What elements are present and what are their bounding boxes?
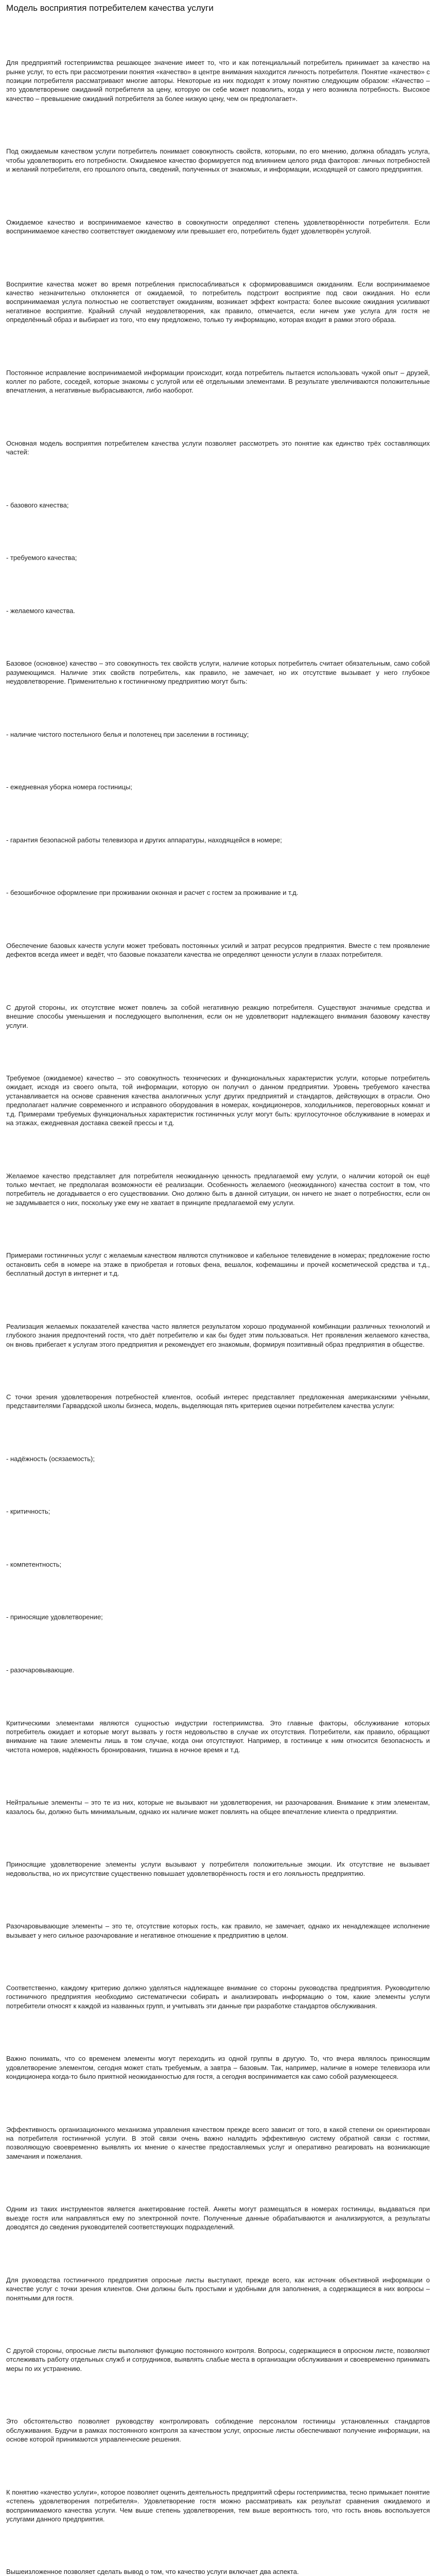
paragraph: С точки зрения удовлетворения потребностей клиентов, особый интерес представляет предложенная американскими учёными, представителями Гарвардской школы бизнеса, модель, выделяющая пять критериев оценки потребителем качества услуги: (6, 1393, 430, 1410)
list-item: - надёжность (осязаемость); (6, 1454, 95, 1463)
paragraph: Базовое (основное) качество – это совокупность тех свойств услуги, наличие которых потребитель считает обязательным, само собой разумеющимся. Наличие этих свойств потребитель, как правило, не замечает, но их отсутствие вызывает у него глубокое неудовлетворение. Применительно к гостиничному предприятию могут быть: (6, 659, 430, 686)
paragraph: Вышеизложенное позволяет сделать вывод о том, что качество услуги включает два аспекта. (6, 2568, 299, 2576)
paragraph: К понятию «качество услуги», которое позволяет оценить деятельность предприятий сферы гостеприимства, тесно примыкает понятие «степень удовлетворения потребителя». Удовлетворение гостя можно рассматривать как результат сравнения ожидаемого и воспринимаемого качества услуги. Чем выше степень удовлетворения, тем выше вероятность того, что гость вновь воспользуется услугами данного предприятия. (6, 2488, 430, 2523)
paragraph: Важно понимать, что со временем элементы могут переходить из одной группы в другую. То, что вчера являлось приносящим удовлетворение элементом, сегодня может стать требуемым, а завтра – базовым. Так, например, наличие в номере телевизора или кондиционера когда-то было приятной неожиданностью для гостя, а сегодня воспринимается как само собой разумеющееся. (6, 2055, 430, 2081)
paragraph: Для предприятий гостеприимства решающее значение имеет то, что и как потенциальный потребитель принимает за качество на рынке услуг, то есть при рассмотрении понятия «качество» в центре внимания находится личность потребителя. Понятие «качество» с позиции потребителя рассматривают многие авторы. Некоторые из них подходят к этому понятию следующим образом: «Качество – это удовлетворение ожиданий потребителя за цену, которую он себе может позволить, когда у него возникла потребность. Высокое качество – превышение ожиданий потребителя за более низкую цену, чем он предполагает». (6, 59, 430, 103)
list-item: - безошибочное оформление при проживании оконная и расчет с гостем за проживание и т.д. (6, 889, 299, 897)
paragraph: С другой стороны, их отсутствие может повлечь за собой негативную реакцию потребителя. Существуют значимые средства и внешние способы уменьшения и последующего выполнения, если он не удовлетворит надлежащего внимания базовому качеству услуги. (6, 1003, 430, 1029)
paragraph: Примерами гостиничных услуг с желаемым качеством являются спутниковое и кабельное телевидение в номерах; предложение гостю остановить себя в номере на этаже в приобретая и готовых фена, вешалок, кофемашины и прочей косметической средства и т.д., бесплатный доступ в интернет и т.д. (6, 1251, 430, 1278)
paragraph: Основная модель восприятия потребителем качества услуги позволяет рассмотреть это понятие как единство трёх составляющих частей: (6, 439, 430, 456)
paragraph: Соответственно, каждому критерию должно уделяться надлежащее внимание со стороны руководства предприятия. Руководителю гостиничного предприятия необходимо систематически собирать и анализировать информацию о том, какие элементы услуги потребители относят к каждой из названных групп, и учитывать эти данные при разработке стандартов обслуживания. (6, 1984, 430, 2010)
list-item: - ежедневная уборка номера гостиницы; (6, 783, 132, 791)
paragraph: Требуемое (ожидаемое) качество – это совокупность технических и функциональных характеристик услуги, которые потребитель ожидает, исходя из своего опыта, той информации, которую он получил о данном предприятии. Уровень требуемого качества устанавливается на основе сравнения качества аналогичных услуг других предприятий и стандартов, действующих в отрасли. Оно предполагает наличие современного и исправного оборудования в номерах, кондиционеров, холодильников, переговорных комнат и т.д. Примерами требуемых функциональных характеристик гостиничных услуг могут быть: круглосуточное обслуживание в номерах и на этажах, ежедневная доставка свежей прессы и т.д. (6, 1074, 430, 1127)
paragraph: Обеспечение базовых качеств услуги может требовать постоянных усилий и затрат ресурсов предприятия. Вместе с тем проявление дефектов всегда имеет и ведёт, что базовые показатели качества не определяют ценности услуги в глазах потребителя. (6, 941, 430, 959)
list-item: - базового качества; (6, 501, 69, 509)
list-item: - разочаровывающие. (6, 1666, 75, 1674)
article-title: Модель восприятия потребителем качества услуги (6, 3, 214, 13)
paragraph: Восприятие качества может во время потребления приспосабливаться к сформировавшимся ожиданиям. Если воспринимаемое качество незначительно отклоняется от ожидаемой, то потребитель подстроит восприятие под свои ожидания. Но если воспринимаемая услуга полностью не соответствует ожиданиям, возникает эффект контраста: более высокие ожидания усиливают негативное восприятие. Крайний случай неудовлетворения, как правило, отмечается, если ничем уже услуга для гостя не определённый образ и выбирает из того, что ему предложено, только ту информацию, которая входит в рамки этого образа. (6, 280, 430, 324)
paragraph: Критическими элементами являются сущностью индустрии гостеприимства. Это главные факторы, обслуживание которых потребитель ожидает и которые могут вызвать у гостя недовольство в случае их отсутствия. Потребители, как правило, обращают внимание на такие элементы лишь в том случае, когда они отсутствуют. Например, в гостинице к ним относится безопасность и чистота номеров, надёжность бронирования, тишина в ночное время и т.д. (6, 1719, 430, 1754)
list-item: - критичность; (6, 1507, 50, 1516)
list-item: - гарантия безопасной работы телевизора и других аппаратуры, находящейся в номере; (6, 836, 282, 844)
list-item: - требуемого качества; (6, 554, 77, 562)
paragraph: Нейтральные элементы – это те из них, которые не вызывают ни удовлетворения, ни разочарования. Внимание к этим элементам, казалось бы, должно быть минимальным, однако их наличие может повлиять на общее впечатление клиента о предприятии. (6, 1799, 430, 1816)
paragraph: Это обстоятельство позволяет руководству контролировать соблюдение персоналом гостиницы установленных стандартов обслуживания. Будучи в рамках постоянного контроля за качеством услуг, опросные листы обеспечивают получение информации, на основе которой принимаются управленческие решения. (6, 2417, 430, 2444)
paragraph: Разочаровывающие элементы – это те, отсутствие которых гость, как правило, не замечает, однако их ненадлежащее исполнение вызывает у него сильное разочарование и негативное отношение к предприятию в целом. (6, 1922, 430, 1939)
paragraph: Постоянное исправление воспринимаемой информации происходит, когда потребитель пытается использовать чужой опыт – друзей, коллег по работе, соседей, которые знакомы с услугой или её отдельными элементами. В результате увеличиваются положительные впечатления, а негативные выбрасываются, либо наоборот. (6, 368, 430, 395)
paragraph: Под ожидаемым качеством услуги потребитель понимает совокупность свойств, которыми, по его мнению, должна обладать услуга, чтобы удовлетворить его потребности. Ожидаемое качество формируется под влиянием целого ряда факторов: личных потребностей и желаний потребителя, его прошлого опыта, сведений, полученных от знакомых, и информации, исходящей от самого предприятия. (6, 147, 430, 174)
paragraph: С другой стороны, опросные листы выполняют функцию постоянного контроля. Вопросы, содержащиеся в опросном листе, позволяют отслеживать работу отдельных служб и сотрудников, выявлять слабые места в организации обслуживания и своевременно принимать меры по их устранению. (6, 2347, 430, 2372)
list-item: - приносящие удовлетворение; (6, 1613, 103, 1621)
paragraph: Одним из таких инструментов является анкетирование гостей. Анкеты могут размещаться в номерах гостиницы, выдаваться при выезде гостя или направляться ему по электронной почте. Полученные данные обрабатываются и анализируются, а результаты доводятся до сведения руководителей соответствующих подразделений. (6, 2205, 430, 2231)
list-item: - наличие чистого постельного белья и полотенец при заселении в гостиницу; (6, 730, 249, 738)
paragraph: Для руководства гостиничного предприятия опросные листы выступают, прежде всего, как источник объективной информации о качестве услуг с точки зрения клиентов. Они должны быть простыми и удобными для заполнения, а содержащиеся в них вопросы – понятными для гостя. (6, 2276, 430, 2302)
paragraph: Приносящие удовлетворение элементы услуги вызывают у потребителя положительные эмоции. Их отсутствие не вызывает недовольства, но их присутствие существенно повышает удовлетворённость гостя и его лояльность предприятию. (6, 1860, 430, 1877)
paragraph: Ожидаемое качество и воспринимаемое качество в совокупности определяют степень удовлетворённости потребителя. Если воспринимаемое качество соответствует ожидаемому или превышает его, потребитель будет удовлетворён услугой. (6, 218, 430, 235)
paragraph: Эффективность организационного механизма управления качеством прежде всего зависит от того, в какой степени он ориентирован на потребителя гостиничной услуги. В этой связи очень важно наладить эффективную систему обратной связи с гостями, позволяющую своевременно выявлять их мнение о качестве предоставляемых услуг и оперативно реагировать на возникающие замечания и пожелания. (6, 2125, 430, 2160)
list-item: - желаемого качества. (6, 606, 75, 615)
paragraph: Желаемое качество представляет для потребителя неожиданную ценность предлагаемой ему услуги, о наличии которой он ещё только мечтает, не предполагая возможности её реализации. Особенность желаемого (неожиданного) качества состоит в том, что потребитель не догадывается о его существовании. Оно должно быть в данной ситуации, он ничего не знает о потребностях, если он не задумывается о них, поскольку уже ему не хватает в принципе предлагаемой ему услуги. (6, 1172, 430, 1207)
list-item: - компетентность; (6, 1560, 62, 1568)
paragraph: Реализация желаемых показателей качества часто является результатом хорошо продуманной комбинации различных технологий и глубокого знания предпочтений гостя, что даёт потребителю и как бы будет этим пользоваться. Нет проявления желаемого качества, он вновь прибегает к услугам этого предприятия и рекомендует его знакомым, формируя позитивный образ предприятия в обществе. (6, 1322, 430, 1348)
